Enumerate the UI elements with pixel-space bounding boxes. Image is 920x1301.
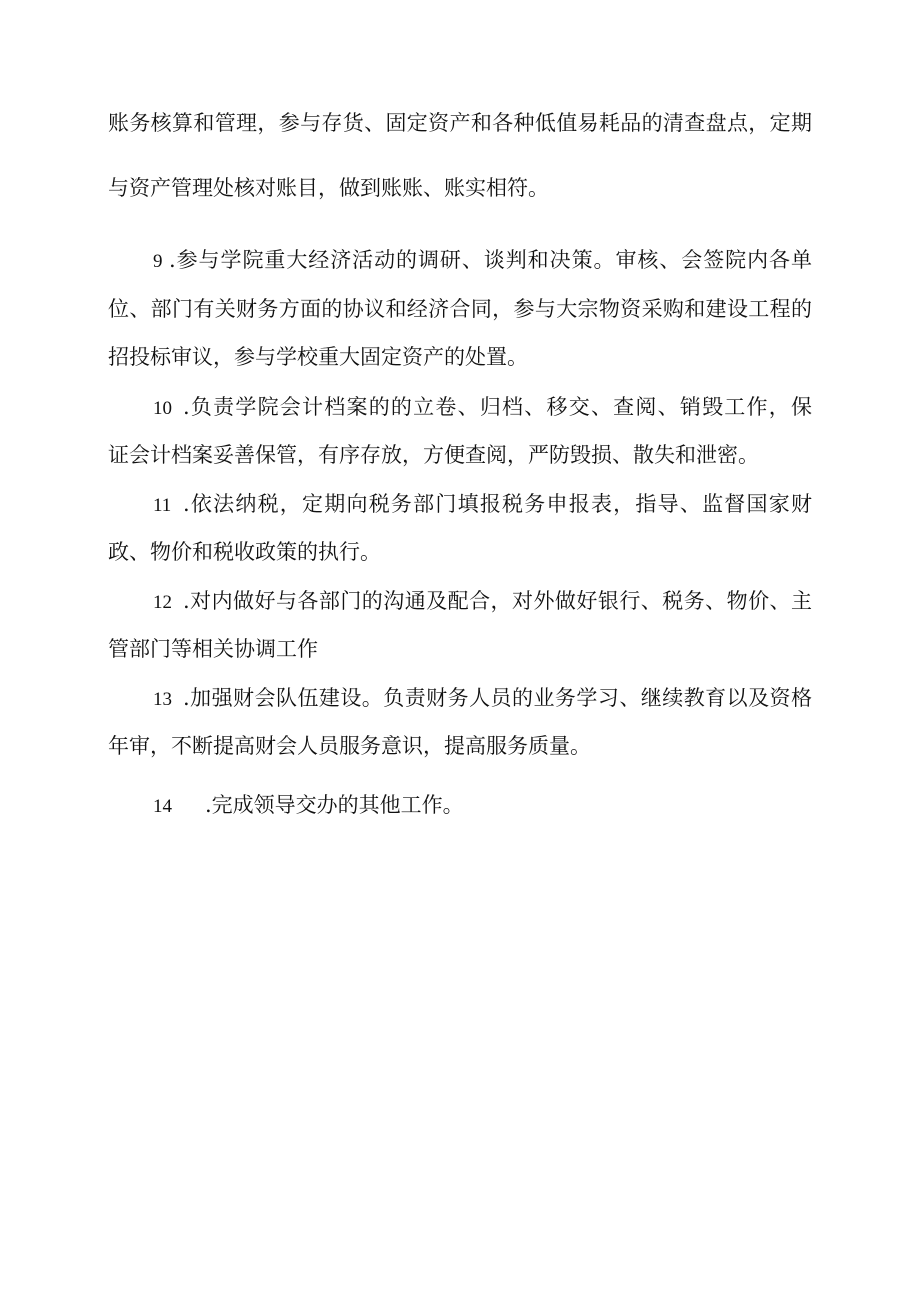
paragraph-8-line-1 [108, 109, 812, 137]
paragraph-14-line-1 [153, 791, 812, 821]
line-text: 管部门等相关协调工作 [108, 637, 318, 661]
line-text: .负责学院会计档案的的立卷、归档、移交、查阅、销毁工作，保 [183, 395, 812, 419]
paragraph-13-line-2 [108, 732, 812, 760]
line-text: .加强财会队伍建设。负责财务人员的业务学习、继续教育以及资格 [183, 686, 812, 710]
line-text: 位、部门有关财务方面的协议和经济合同，参与大宗物资采购和建设工程的 [108, 297, 812, 321]
paragraph-10-line-1 [153, 393, 812, 423]
paragraph-11-line-1 [153, 490, 812, 520]
line-text: 年审，不断提高财会人员服务意识，提高服务质量。 [108, 734, 591, 758]
line-text: .参与学院重大经济活动的调研、谈判和决策。审核、会签院内各单 [169, 248, 812, 272]
paragraph-8-line-2 [108, 174, 812, 202]
line-text: 证会计档案妥善保管，有序存放，方便查阅，严防毁损、散失和泄密。 [108, 443, 759, 467]
line-text: .依法纳税，定期向税务部门填报税务申报表，指导、监督国家财 [183, 492, 812, 516]
item-number: 14 [153, 796, 172, 817]
line-text: 政、物价和税收政策的执行。 [108, 540, 381, 564]
paragraph-9-line-1 [153, 246, 812, 276]
paragraph-9-line-3 [108, 343, 812, 371]
item-number: 10 [153, 398, 172, 419]
item-number: 9 [153, 251, 163, 272]
paragraph-9-line-2 [108, 295, 812, 323]
paragraph-13-line-1 [153, 684, 812, 714]
line-text: 账务核算和管理，参与存货、固定资产和各种低值易耗品的清查盘点，定期 [108, 111, 812, 135]
item-number: 13 [153, 689, 172, 710]
item-number: 11 [153, 495, 172, 516]
paragraph-12-line-1 [153, 587, 812, 617]
paragraph-11-line-2 [108, 538, 812, 566]
paragraph-10-line-2 [108, 441, 812, 469]
paragraph-12-line-2 [108, 635, 812, 663]
line-text: 与资产管理处核对账目，做到账账、账实相符。 [108, 176, 549, 200]
line-text: .对内做好与各部门的沟通及配合，对外做好银行、税务、物价、主 [183, 589, 812, 613]
line-text: 招投标审议，参与学校重大固定资产的处置。 [108, 345, 528, 369]
line-text: .完成领导交办的其他工作。 [205, 793, 464, 817]
item-number: 12 [153, 592, 172, 613]
